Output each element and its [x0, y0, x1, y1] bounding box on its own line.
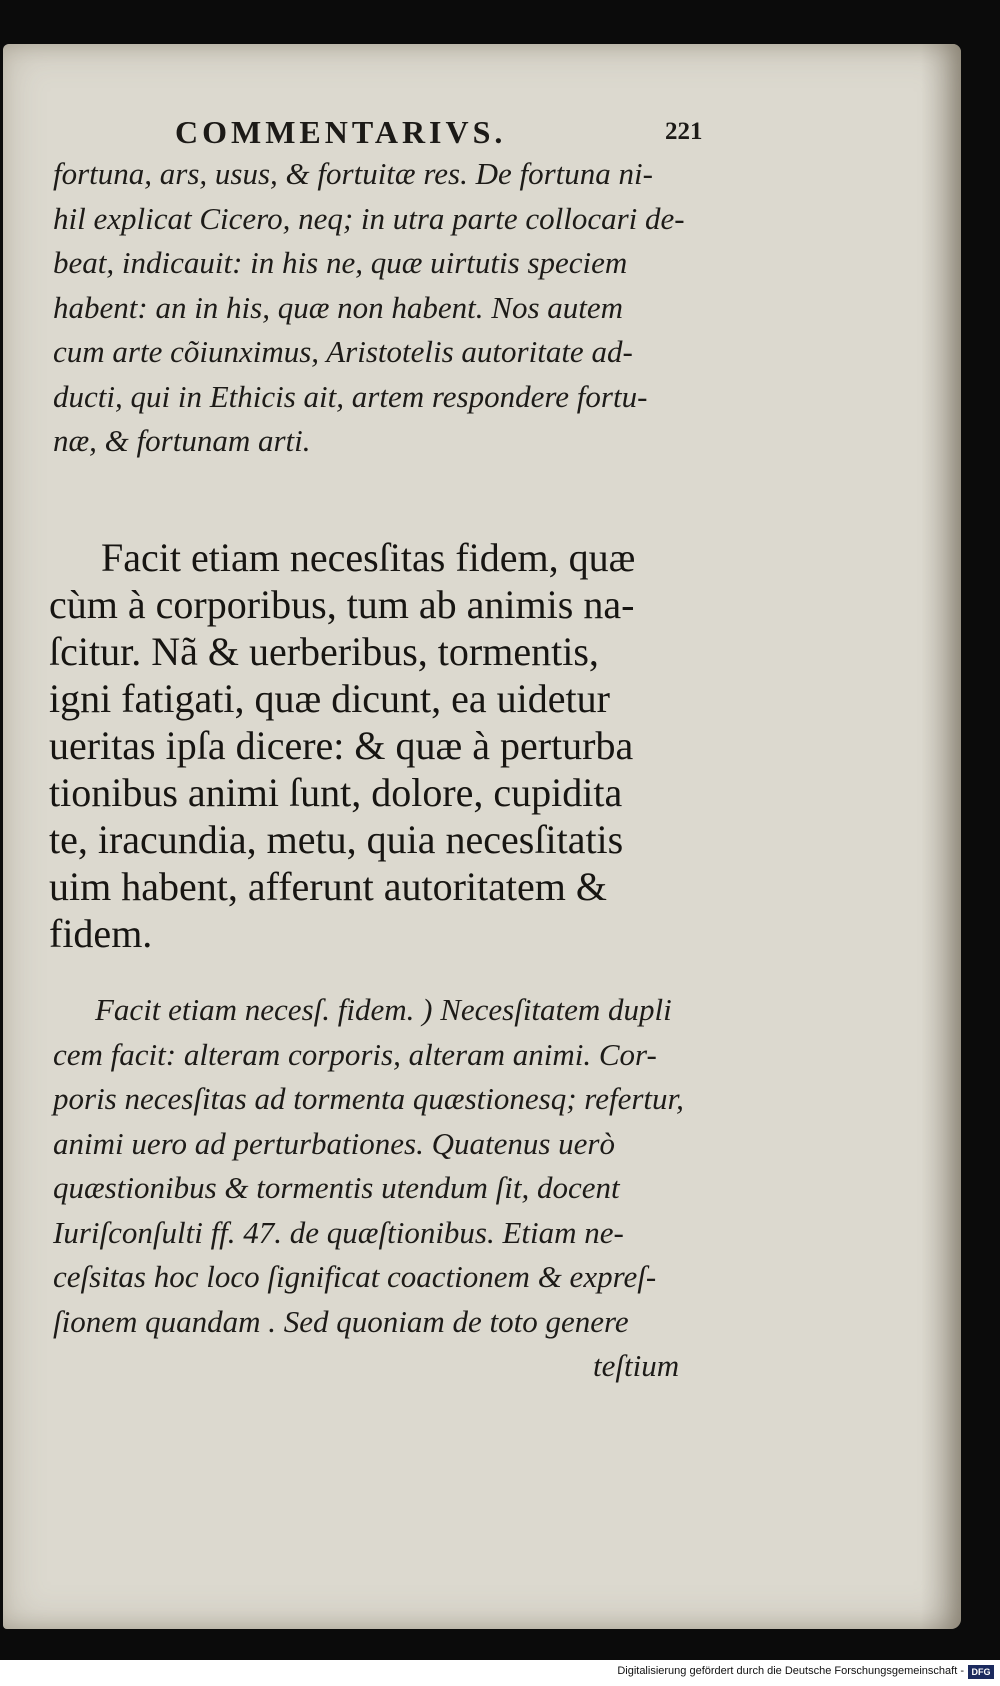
digitization-footer — [0, 1660, 1000, 1686]
commentary-line: beat, indicauit: in his ne, quæ uirtutis speciem — [53, 245, 628, 280]
main-text-line: tionibus animi ſunt, dolore, cupidita — [49, 770, 623, 815]
commentary-top — [53, 152, 713, 464]
main-text-line: Facit etiam necesſitas fidem, quæ — [101, 535, 636, 580]
commentary-line: næ, & fortunam arti. — [53, 423, 311, 458]
dfg-logo: DFG — [968, 1665, 994, 1679]
page-edge-shadow — [921, 44, 961, 1629]
commentary-line: ducti, qui in Ethicis ait, artem respondere fortu- — [53, 378, 648, 414]
main-text-line: ſcitur. Nã & uerberibus, tormentis, — [49, 629, 599, 674]
commentary-line: habent: an in his, quæ non habent. Nos autem — [53, 289, 624, 325]
commentary-line: ceſsitas hoc loco ſignificat coactionem & expreſ- — [53, 1259, 657, 1294]
commentary-line: Iuriſconſulti ff. 47. de quæſtionibus. Etiam ne- — [53, 1214, 624, 1250]
page-number: 221 — [665, 118, 703, 145]
main-text — [49, 534, 729, 957]
main-text-line: te, iracundia, metu, quia necesſitatis — [49, 817, 624, 862]
catchword: teſtium — [593, 1348, 680, 1383]
commentary-line: Facit etiam necesſ. fidem. ) Necesſitatem dupli — [95, 992, 672, 1027]
commentary-line: cum arte cõiunximus, Aristotelis autoritate ad- — [53, 334, 633, 369]
main-text-line: uim habent, afferunt autoritatem & — [49, 864, 607, 909]
main-text-line: fidem. — [49, 911, 153, 956]
commentary-line: ſionem quandam . Sed quoniam de toto genere — [53, 1303, 629, 1339]
commentary-line: animi uero ad perturbationes. Quatenus uerò — [53, 1125, 615, 1161]
main-text-line: cùm à corporibus, tum ab animis na- — [49, 582, 635, 627]
main-text-line: igni fatigati, quæ dicunt, ea uidetur — [49, 676, 610, 721]
commentary-line: quæstionibus & tormentis utendum ſit, docent — [53, 1170, 620, 1205]
commentary-line: hil explicat Cicero, neq; in utra parte collocari de- — [53, 200, 685, 236]
commentary-line: poris necesſitas ad tormenta quæstionesq; refertur, — [53, 1081, 684, 1116]
footer-credit: Digitalisierung gefördert durch die Deutsche Forschungsgemeinschaft - — [617, 1665, 964, 1677]
commentary-bottom — [53, 988, 713, 1344]
main-text-line: ueritas ipſa dicere: & quæ à perturba — [49, 723, 634, 768]
commentary-line: fortuna, ars, usus, & fortuitæ res. De fortuna ni- — [53, 156, 653, 191]
running-head: COMMENTARIVS. — [175, 114, 507, 150]
book-page — [3, 44, 961, 1629]
commentary-line: cem facit: alteram corporis, alteram animi. Cor- — [53, 1036, 657, 1072]
